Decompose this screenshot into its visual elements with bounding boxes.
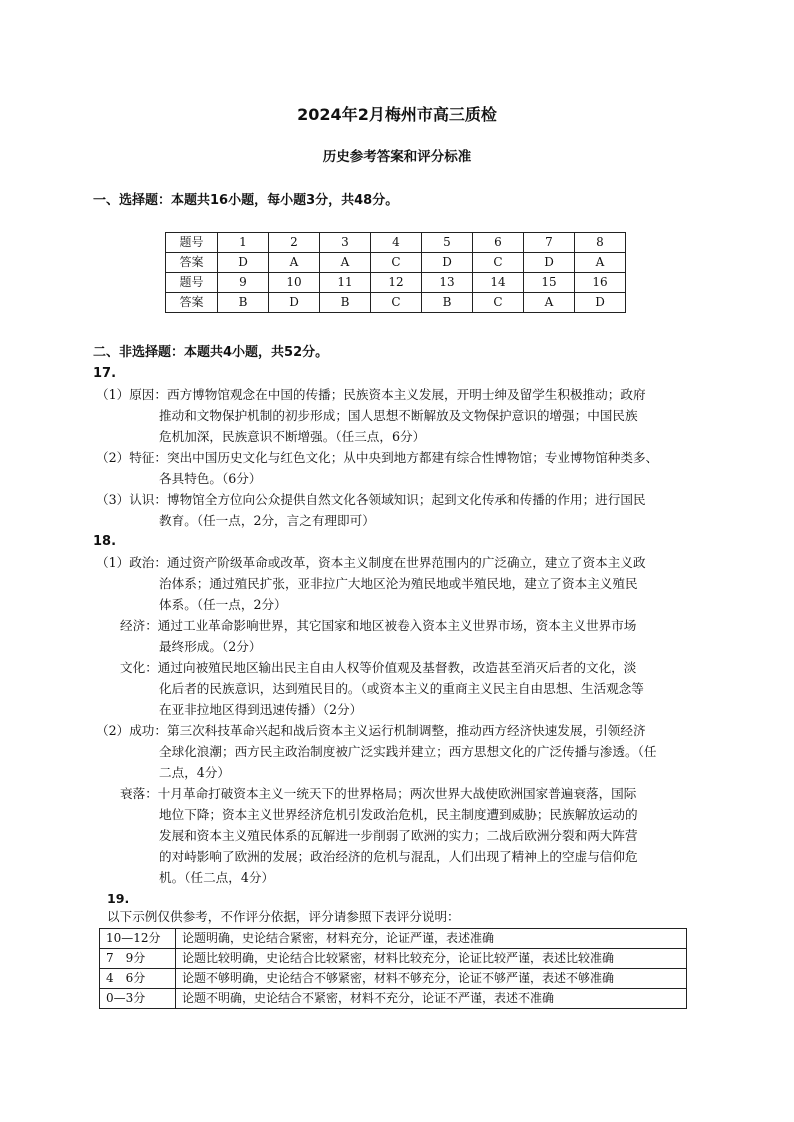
answer-table-row bbox=[166, 233, 626, 253]
q18-p2-line1: 经济：通过工业革命影响世界，其它国家和地区被卷入资本主义世界市场，资本主义世界市场 bbox=[120, 618, 637, 633]
q18-p1-line3: 体系。（任一点，2分） bbox=[159, 597, 287, 612]
q18-p4-line1: （2）成功：第三次科技革命兴起和战后资本主义运行机制调整，推动西方经济快速发展，引领经济 bbox=[96, 723, 646, 738]
answer-table-cell: D bbox=[269, 293, 320, 313]
answer-table-cell: 4 bbox=[371, 233, 422, 253]
q18-p3-line3: 在亚非拉地区得到迅速传播）（2分） bbox=[159, 702, 363, 717]
answer-table-cell: 8 bbox=[575, 233, 626, 253]
answer-table-row-label: 答案 bbox=[166, 253, 218, 273]
rubric-row bbox=[100, 969, 687, 989]
question-19-number: 19. bbox=[107, 891, 130, 906]
rubric-score: 4 6分 bbox=[100, 969, 176, 989]
answer-table-cell: 7 bbox=[524, 233, 575, 253]
answer-table-cell: 16 bbox=[575, 273, 626, 293]
q17-p2-line1: （2）特征：突出中国历史文化与红色文化；从中央到地方都建有综合性博物馆；专业博物馆种类多、 bbox=[96, 450, 659, 465]
answer-table-cell: C bbox=[473, 253, 524, 273]
answer-table-cell: C bbox=[371, 293, 422, 313]
answer-table-cell: 2 bbox=[269, 233, 320, 253]
rubric-score: 0—3分 bbox=[100, 989, 176, 1009]
answer-table-row bbox=[166, 253, 626, 273]
q17-p3-line2: 教育。（任一点，2分，言之有理即可） bbox=[159, 513, 375, 528]
rubric-row bbox=[100, 949, 687, 969]
answer-table-cell: B bbox=[320, 293, 371, 313]
rubric-description: 论题不够明确，史论结合不够紧密，材料不够充分，论证不够严谨，表述不够准确 bbox=[176, 969, 687, 989]
answer-table-cell: 15 bbox=[524, 273, 575, 293]
q17-p2-line2: 各具特色。（6分） bbox=[159, 471, 262, 486]
question-18-number: 18. bbox=[93, 534, 117, 549]
rubric-row bbox=[100, 989, 687, 1009]
answer-table-row bbox=[166, 293, 626, 313]
rubric-description: 论题比较明确，史论结合比较紧密，材料比较充分，论证比较严谨，表述比较准确 bbox=[176, 949, 687, 969]
section-2-heading: 二、非选择题：本题共4小题，共52分。 bbox=[93, 345, 329, 360]
rubric-description: 论题明确，史论结合紧密，材料充分，论证严谨，表述准确 bbox=[176, 929, 687, 949]
q18-p5-line3: 发展和资本主义殖民体系的瓦解进一步削弱了欧洲的实力；二战后欧洲分裂和两大阵营 bbox=[159, 828, 638, 843]
answer-table-row-label: 题号 bbox=[166, 273, 218, 293]
answer-table-cell: D bbox=[524, 253, 575, 273]
q18-p5-line5: 机。（任二点，4分） bbox=[159, 870, 275, 885]
q18-p3-line1: 文化：通过向被殖民地区输出民主自由人权等价值观及基督教，改造甚至消灭后者的文化，淡 bbox=[120, 660, 637, 675]
q18-p3-line2: 化后者的民族意识，达到殖民目的。（或资本主义的重商主义民主自由思想、生活观念等 bbox=[159, 681, 644, 696]
section-1-heading: 一、选择题：本题共16小题，每小题3分，共48分。 bbox=[93, 193, 399, 208]
rubric-row bbox=[100, 929, 687, 949]
answer-table-cell: 5 bbox=[422, 233, 473, 253]
answer-table-cell: B bbox=[218, 293, 269, 313]
q18-p2-line2: 最终形成。（2分） bbox=[159, 639, 262, 654]
rubric-table bbox=[99, 928, 687, 1009]
question-17-number: 17. bbox=[93, 366, 117, 381]
answer-table-cell: C bbox=[473, 293, 524, 313]
q18-p1-line2: 治体系；通过殖民扩张，亚非拉广大地区沦为殖民地或半殖民地，建立了资本主义殖民 bbox=[159, 576, 638, 591]
answer-table-cell: A bbox=[320, 253, 371, 273]
answer-table-cell: A bbox=[269, 253, 320, 273]
answer-table-cell: 11 bbox=[320, 273, 371, 293]
answer-table-cell: 12 bbox=[371, 273, 422, 293]
answer-table-cell: D bbox=[422, 253, 473, 273]
answer-table-row-label: 答案 bbox=[166, 293, 218, 313]
answer-table bbox=[165, 232, 626, 313]
q18-p5-line1: 衰落：十月革命打破资本主义一统天下的世界格局；两次世界大战使欧洲国家普遍衰落，国际 bbox=[120, 786, 637, 801]
answer-table-cell: 14 bbox=[473, 273, 524, 293]
answer-table-cell: 6 bbox=[473, 233, 524, 253]
answer-table-cell: C bbox=[371, 253, 422, 273]
q18-p4-line3: 二点，4分） bbox=[159, 765, 230, 780]
rubric-score: 7 9分 bbox=[100, 949, 176, 969]
q17-p3-line1: （3）认识：博物馆全方位向公众提供自然文化各领域知识；起到文化传承和传播的作用；进行国民 bbox=[96, 492, 646, 507]
answer-table-cell: D bbox=[575, 293, 626, 313]
answer-table-cell: 10 bbox=[269, 273, 320, 293]
q17-p1-line1: （1）原因：西方博物馆观念在中国的传播；民族资本主义发展，开明士绅及留学生积极推动；政府 bbox=[96, 387, 646, 402]
q18-p1-line1: （1）政治：通过资产阶级革命或改革，资本主义制度在世界范围内的广泛确立，建立了资本主义政 bbox=[96, 555, 646, 570]
answer-table-cell: 9 bbox=[218, 273, 269, 293]
answer-table-cell: 3 bbox=[320, 233, 371, 253]
q19-intro: 以下示例仅供参考，不作评分依据，评分请参照下表评分说明： bbox=[107, 909, 460, 924]
answer-table-row bbox=[166, 273, 626, 293]
q18-p4-line2: 全球化浪潮；西方民主政治制度被广泛实践并建立；西方思想文化的广泛传播与渗透。（任 bbox=[159, 744, 657, 759]
q18-p5-line4: 的对峙影响了欧洲的发展；政治经济的危机与混乱，人们出现了精神上的空虚与信仰危 bbox=[159, 849, 638, 864]
q18-p5-line2: 地位下降；资本主义世界经济危机引发政治危机，民主制度遭到威胁；民族解放运动的 bbox=[159, 807, 638, 822]
q17-p1-line3: 危机加深，民族意识不断增强。（任三点，6分） bbox=[159, 429, 426, 444]
rubric-description: 论题不明确，史论结合不紧密，材料不充分，论证不严谨，表述不准确 bbox=[176, 989, 687, 1009]
page-title: 2024年2月梅州市高三质检 bbox=[297, 105, 497, 124]
q17-p1-line2: 推动和文物保护机制的初步形成；国人思想不断解放及文物保护意识的增强；中国民族 bbox=[159, 408, 638, 423]
rubric-score: 10—12分 bbox=[100, 929, 176, 949]
answer-table-row-label: 题号 bbox=[166, 233, 218, 253]
answer-table-cell: D bbox=[218, 253, 269, 273]
answer-table-cell: B bbox=[422, 293, 473, 313]
answer-table-cell: A bbox=[575, 253, 626, 273]
answer-table-cell: A bbox=[524, 293, 575, 313]
answer-table-cell: 13 bbox=[422, 273, 473, 293]
answer-table-cell: 1 bbox=[218, 233, 269, 253]
page-subtitle: 历史参考答案和评分标准 bbox=[322, 149, 472, 165]
